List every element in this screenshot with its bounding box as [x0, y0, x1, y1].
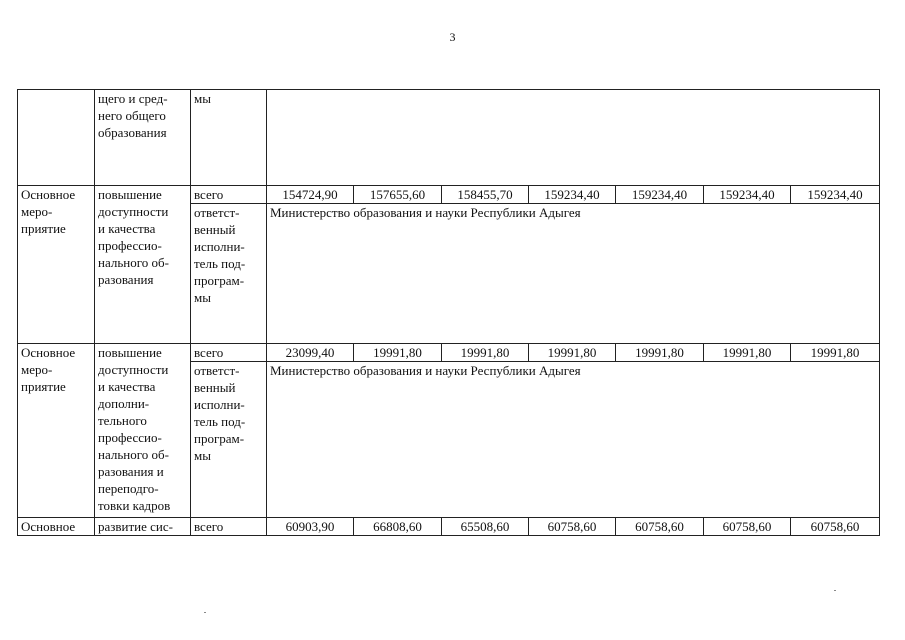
- cell-value: 19991,80: [529, 344, 616, 362]
- cell-value: 60758,60: [704, 518, 791, 536]
- cell-value: 60758,60: [529, 518, 616, 536]
- cell-empty: [267, 90, 880, 186]
- cell-value: 158455,70: [442, 186, 529, 204]
- cell-total-label: всего: [191, 518, 267, 536]
- table-row: [18, 518, 880, 536]
- cell-type: Основное: [18, 518, 95, 536]
- cell-value: 19991,80: [442, 344, 529, 362]
- table-row: [18, 344, 880, 362]
- cell-total-label: всего: [191, 186, 267, 204]
- table-row: [18, 186, 880, 204]
- cell-label: мы: [191, 90, 267, 186]
- cell-value: 60758,60: [616, 518, 704, 536]
- cell-value: 159234,40: [529, 186, 616, 204]
- cell-resp-label: ответст- венный исполни- тель под- програм- мы: [191, 362, 267, 518]
- cell-value: 159234,40: [704, 186, 791, 204]
- cell-value: 19991,80: [616, 344, 704, 362]
- cell-value: 19991,80: [354, 344, 442, 362]
- cell-value: 157655,60: [354, 186, 442, 204]
- cell-type-empty: [18, 90, 95, 186]
- cell-value: 19991,80: [791, 344, 880, 362]
- cell-type: Основное меро- приятие: [18, 344, 95, 518]
- cell-total-label: всего: [191, 344, 267, 362]
- cell-value: 159234,40: [616, 186, 704, 204]
- cell-name: развитие сис-: [95, 518, 191, 536]
- cell-name: повышение доступности и качества профессио- нального об- разования: [95, 186, 191, 344]
- cell-value: 66808,60: [354, 518, 442, 536]
- scan-speck: [204, 612, 206, 613]
- cell-value: 60903,90: [267, 518, 354, 536]
- cell-value: 19991,80: [704, 344, 791, 362]
- cell-type: Основное меро- приятие: [18, 186, 95, 344]
- cell-resp-value: Министерство образования и науки Республики Адыгея: [267, 204, 880, 344]
- cell-value: 154724,90: [267, 186, 354, 204]
- cell-name: щего и сред- него общего образования: [95, 90, 191, 186]
- cell-value: 60758,60: [791, 518, 880, 536]
- scan-speck: [834, 590, 836, 591]
- cell-resp-label: ответст- венный исполни- тель под- програм- мы: [191, 204, 267, 344]
- table-row: [18, 90, 880, 186]
- budget-table: [17, 89, 880, 536]
- cell-resp-value: Министерство образования и науки Республики Адыгея: [267, 362, 880, 518]
- cell-value: 23099,40: [267, 344, 354, 362]
- page-number: 3: [449, 30, 456, 44]
- cell-name: повышение доступности и качества дополни- тельного профессио- нального об- разования и переподго- товки кадров: [95, 344, 191, 518]
- cell-value: 159234,40: [791, 186, 880, 204]
- cell-value: 65508,60: [442, 518, 529, 536]
